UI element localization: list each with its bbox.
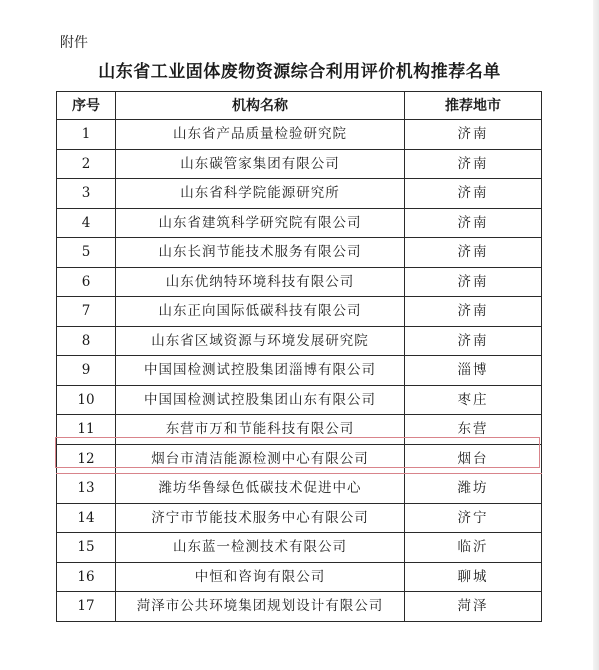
table-row (57, 562, 542, 592)
table-row (57, 297, 542, 327)
row-number: 8 (57, 326, 116, 356)
row-number: 14 (57, 503, 116, 533)
row-number: 13 (57, 474, 116, 504)
table-row (57, 474, 542, 504)
recommending-city: 济南 (405, 326, 542, 356)
institution-name: 山东省科学院能源研究所 (116, 179, 405, 209)
institution-name: 潍坊华鲁绿色低碳技术促进中心 (116, 474, 405, 504)
row-number: 2 (57, 149, 116, 179)
recommending-city: 济南 (405, 120, 542, 150)
recommendation-table (56, 91, 542, 622)
row-number: 9 (57, 356, 116, 386)
recommending-city: 济宁 (405, 503, 542, 533)
table-row (57, 120, 542, 150)
table-row (57, 238, 542, 268)
institution-name: 中国国检测试控股集团山东有限公司 (116, 385, 405, 415)
recommending-city: 东营 (405, 415, 542, 445)
row-number: 3 (57, 179, 116, 209)
row-number: 10 (57, 385, 116, 415)
row-number: 7 (57, 297, 116, 327)
recommending-city: 烟台 (405, 444, 542, 474)
recommending-city: 潍坊 (405, 474, 542, 504)
document-title: 山东省工业固体废物资源综合利用评价机构推荐名单 (98, 62, 501, 82)
institution-name: 中恒和咨询有限公司 (116, 562, 405, 592)
institution-name: 山东省建筑科学研究院有限公司 (116, 208, 405, 238)
row-number: 5 (57, 238, 116, 268)
row-number: 17 (57, 592, 116, 622)
table-row (57, 385, 542, 415)
recommending-city: 济南 (405, 297, 542, 327)
recommending-city: 济南 (405, 149, 542, 179)
recommending-city: 济南 (405, 267, 542, 297)
page-edge-shadow (593, 0, 599, 670)
institution-name: 山东长润节能技术服务有限公司 (116, 238, 405, 268)
table-row (57, 267, 542, 297)
row-number: 11 (57, 415, 116, 445)
table-row (57, 149, 542, 179)
row-number: 4 (57, 208, 116, 238)
table-row (57, 415, 542, 445)
institution-name: 中国国检测试控股集团淄博有限公司 (116, 356, 405, 386)
header-institution-name: 机构名称 (116, 92, 405, 120)
table-row-highlighted (57, 444, 542, 474)
row-number: 6 (57, 267, 116, 297)
recommending-city: 济南 (405, 208, 542, 238)
table-row (57, 179, 542, 209)
header-recommending-city: 推荐地市 (405, 92, 542, 120)
institution-name: 山东省产品质量检验研究院 (116, 120, 405, 150)
table-row (57, 503, 542, 533)
institution-name: 东营市万和节能科技有限公司 (116, 415, 405, 445)
institution-name: 山东优纳特环境科技有限公司 (116, 267, 405, 297)
row-number: 15 (57, 533, 116, 563)
recommending-city: 济南 (405, 238, 542, 268)
table-row (57, 533, 542, 563)
institution-name: 济宁市节能技术服务中心有限公司 (116, 503, 405, 533)
recommending-city: 菏泽 (405, 592, 542, 622)
institution-name: 烟台市清洁能源检测中心有限公司 (116, 444, 405, 474)
recommending-city: 聊城 (405, 562, 542, 592)
institution-name: 山东省区域资源与环境发展研究院 (116, 326, 405, 356)
institution-name: 山东蓝一检测技术有限公司 (116, 533, 405, 563)
attachment-label: 附件 (60, 35, 88, 51)
table-row (57, 592, 542, 622)
recommending-city: 济南 (405, 179, 542, 209)
institution-name: 菏泽市公共环境集团规划设计有限公司 (116, 592, 405, 622)
row-number: 12 (57, 444, 116, 474)
table-row (57, 208, 542, 238)
row-number: 1 (57, 120, 116, 150)
recommending-city: 临沂 (405, 533, 542, 563)
table-header-row (57, 92, 542, 120)
recommending-city: 枣庄 (405, 385, 542, 415)
table-row (57, 356, 542, 386)
recommending-city: 淄博 (405, 356, 542, 386)
table-row (57, 326, 542, 356)
institution-name: 山东正向国际低碳科技有限公司 (116, 297, 405, 327)
institution-name: 山东碳管家集团有限公司 (116, 149, 405, 179)
row-number: 16 (57, 562, 116, 592)
header-serial-number: 序号 (57, 92, 116, 120)
